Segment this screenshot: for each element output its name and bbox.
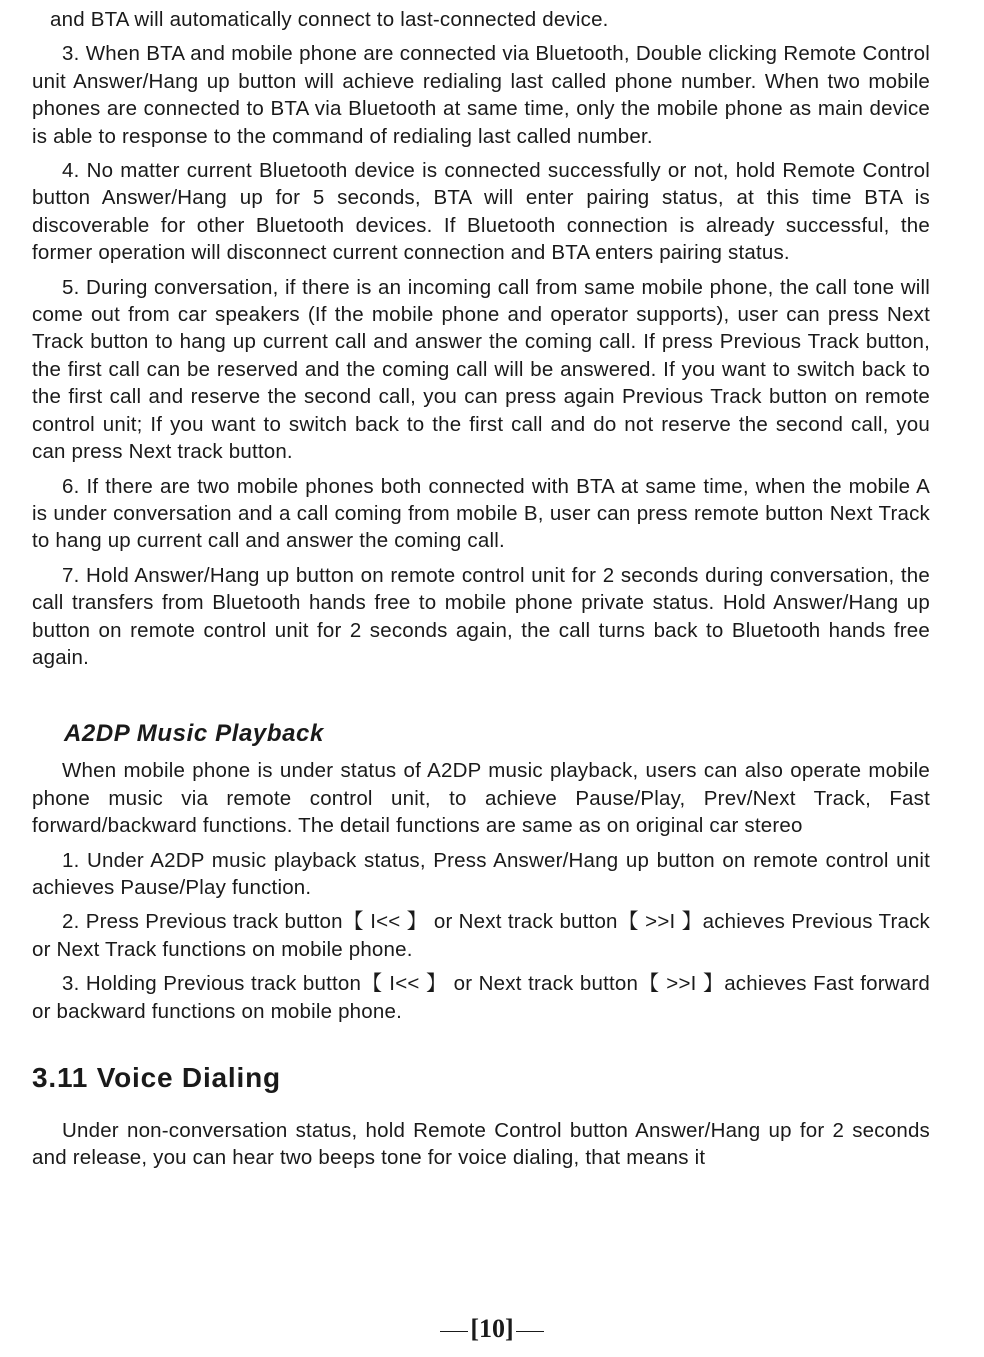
a2dp-item-3: 3. Holding Previous track button【 I<< 】 or Next track button【 >>I 】achieves Fast forward or backward functions on mobile phone. [32,972,930,1023]
footer-right-dash [516,1331,544,1332]
voice-dialing-paragraph: Under non-conversation status, hold Remote Control button Answer/Hang up for 2 seconds and release, you can hear two beeps tone for voice dialing, that means it [32,1119,930,1170]
page-number: [10] [470,1314,514,1343]
a2dp-section-title: A2DP Music Playback [64,720,324,748]
paragraph-item-3: 3. When BTA and mobile phone are connected via Bluetooth, Double clicking Remote Control unit Answer/Hang up button will achieve redialing last called phone number. When two mobile phones are connected to BTA via Bluetooth at same time, only the mobile phone as main device is able to response to the command of redialing last called number. [32,42,930,148]
a2dp-item-1: 1. Under A2DP music playback status, Press Answer/Hang up button on remote control unit achieves Pause/Play function. [32,848,930,899]
paragraph-continuation: and BTA will automatically connect to last-connected device. [50,8,609,31]
page-footer [0,1314,984,1344]
a2dp-intro-paragraph: When mobile phone is under status of A2DP music playback, users can also operate mobile phone music via remote control unit, to achieve Pause/Play, Prev/Next Track, Fast forward/backward functions. The detail functions are same as on original car stereo [32,759,930,838]
a2dp-item-2: 2. Press Previous track button【 I<< 】 or Next track button【 >>I 】achieves Previous Track or Next Track functions on mobile phone. [32,910,930,961]
paragraph-item-6: 6. If there are two mobile phones both connected with BTA at same time, when the mobile A is under conversation and a call coming from mobile B, user can press remote button Next Track to hang up current call and answer the coming call. [32,474,930,553]
footer-left-dash [440,1331,468,1332]
paragraph-item-7: 7. Hold Answer/Hang up button on remote control unit for 2 seconds during conversation, the call transfers from Bluetooth hands free to mobile phone private status. Hold Answer/Hang up button on remote control unit for 2 seconds again, the call turns back to Bluetooth hands free again. [32,563,930,669]
paragraph-item-4: 4. No matter current Bluetooth device is connected successfully or not, hold Remote Control button Answer/Hang up for 5 seconds, BTA will enter pairing status, at this time BTA is discoverable for other Bluetooth devices. If Bluetooth connection is already successful, the former operation will disconnect current connection and BTA enters pairing status. [32,159,930,265]
voice-dialing-section-title: 3.11 Voice Dialing [32,1062,281,1093]
paragraph-item-5: 5. During conversation, if there is an incoming call from same mobile phone, the call tone will come out from car speakers (If the mobile phone and operator supports), user can press Next Track button to hang up current call and answer the coming call. If press Previous Track button, the first call can be reserved and the coming call will be answered. If you want to switch back to the first call and reserve the second call, you can press again Previous Track button on remote control unit; If you want to switch back to the first call and do not reserve the second call, you can press Next track button. [32,275,930,464]
document-page [32,6,930,1179]
